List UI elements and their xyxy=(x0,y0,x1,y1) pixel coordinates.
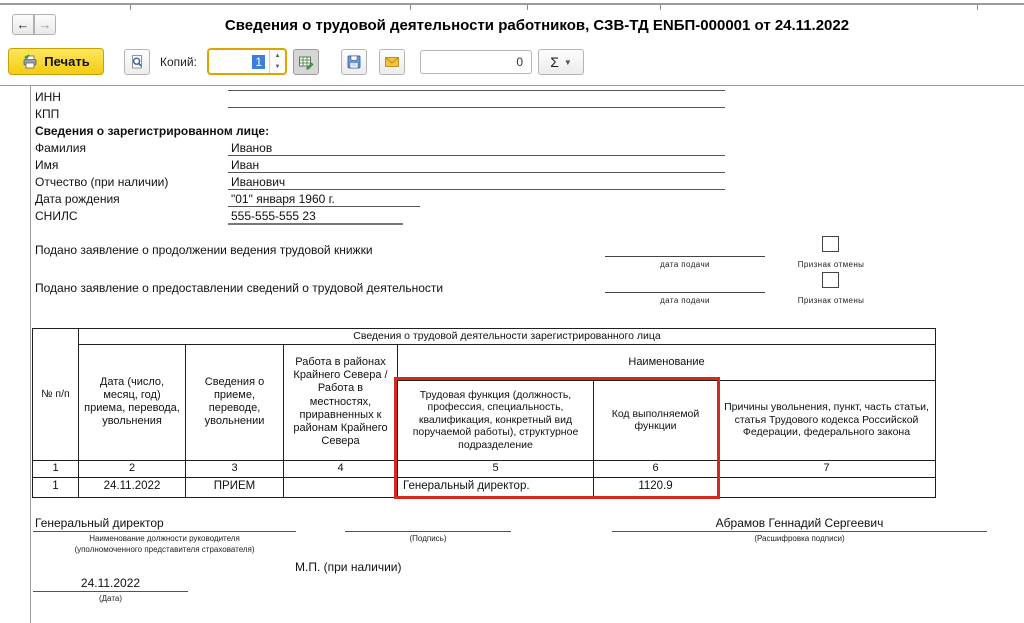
ruler-tick xyxy=(977,5,978,10)
statement-digital-text: Подано заявление о предоставлении сведений о трудовой деятельности xyxy=(35,281,444,295)
name-group-header: Наименование xyxy=(398,344,936,380)
printer-icon xyxy=(22,54,38,70)
copies-value-field[interactable] xyxy=(209,50,269,73)
signature-date-line xyxy=(33,591,188,592)
snils-value: 555-555-555 23 xyxy=(228,209,403,225)
statement-workbook-text: Подано заявление о продолжении ведения трудовой книжки xyxy=(35,243,373,257)
col-number: 5 xyxy=(398,460,594,477)
cell-function: Генеральный директор. xyxy=(398,477,594,497)
signer-position-value: Генеральный директор xyxy=(35,516,164,530)
kpp-label: КПП xyxy=(35,107,60,121)
col-header-code: Код выполняемой функции xyxy=(594,380,718,460)
sum-dropdown-button[interactable] xyxy=(538,49,584,75)
statement-workbook-cancel-checkbox xyxy=(822,236,839,252)
lastname-value: Иванов xyxy=(228,141,725,156)
stamp-note: М.П. (при наличии) xyxy=(295,560,402,574)
sheet-left-border xyxy=(30,85,31,623)
table-group-header: Сведения о трудовой деятельности зарегистрированного лица xyxy=(79,329,936,345)
col-number: 1 xyxy=(33,460,79,477)
table-settings-button[interactable] xyxy=(293,49,319,75)
back-arrow-icon: ← xyxy=(16,17,30,32)
print-button[interactable] xyxy=(8,48,104,75)
table-row xyxy=(33,477,936,497)
col-number: 2 xyxy=(79,460,186,477)
statement-digital-date-line xyxy=(605,279,765,293)
save-button[interactable] xyxy=(341,49,367,75)
firstname-value: Иван xyxy=(228,158,725,173)
signer-name-value: Абрамов Геннадий Сергеевич xyxy=(715,516,884,530)
col-number: 6 xyxy=(594,460,718,477)
copies-spinner[interactable] xyxy=(207,48,287,75)
cell-north xyxy=(284,477,398,497)
firstname-label: Имя xyxy=(35,158,59,172)
signature-date-caption: (Дата) xyxy=(98,594,123,603)
birthdate-label: Дата рождения xyxy=(35,192,120,206)
cell-date: 24.11.2022 xyxy=(79,477,186,497)
statement-workbook-date-caption: дата подачи xyxy=(660,260,710,269)
signature-line xyxy=(345,531,511,532)
forward-button[interactable] xyxy=(34,14,56,35)
statement-workbook-cancel-caption: Признак отмены xyxy=(797,260,865,269)
col-header-row-number: № п/п xyxy=(33,329,79,461)
pages-count-field[interactable] xyxy=(420,50,532,74)
statement-digital-date-caption: дата подачи xyxy=(660,296,710,305)
birthdate-value: "01" января 1960 г. xyxy=(228,192,420,207)
ruler-tick xyxy=(527,5,528,10)
save-floppy-icon xyxy=(346,54,362,70)
signer-position-caption: Наименование должности руководителя xyxy=(89,534,240,543)
send-email-button[interactable] xyxy=(379,49,405,75)
signer-name-caption: (Расшифровка подписи) xyxy=(754,534,845,543)
col-header-dismissal: Причины увольнения, пункт, часть статьи, статья Трудового кодекса Российской Федерации, федерального закона xyxy=(718,380,936,460)
copies-label: Копий: xyxy=(160,55,197,69)
kpp-value-line xyxy=(228,107,725,108)
statement-digital-cancel-checkbox xyxy=(822,272,839,288)
print-button-label: Печать xyxy=(44,54,90,69)
ruler-tick xyxy=(130,5,131,10)
window-top-divider xyxy=(0,3,1024,5)
person-section-header: Сведения о зарегистрированном лице: xyxy=(35,124,270,138)
inn-label: ИНН xyxy=(35,90,61,104)
cell-dismissal xyxy=(718,477,936,497)
pages-count-value: 0 xyxy=(516,55,523,69)
sigma-icon: Σ xyxy=(550,54,559,70)
col-number: 7 xyxy=(718,460,936,477)
envelope-icon xyxy=(384,54,400,70)
statement-digital-cancel-caption: Признак отмены xyxy=(797,296,865,305)
statement-workbook-date-line xyxy=(605,243,765,257)
page-title: Сведения о трудовой деятельности работников, СЗВ-ТД ENБП-000001 от 24.11.2022 xyxy=(224,17,850,34)
labor-activity-table xyxy=(32,328,936,498)
cell-code: 1120.9 xyxy=(594,477,718,497)
signer-position-caption2: (уполномоченного представителя страхователя) xyxy=(74,545,255,554)
chevron-down-icon: ▼ xyxy=(563,57,572,67)
print-preview-button[interactable] xyxy=(124,49,150,75)
column-numbers-row xyxy=(33,460,936,477)
copies-value: 1 xyxy=(252,55,265,69)
col-header-function: Трудовая функция (должность, профессия, специальность, квалификация, конкретный вид поручаемой работы), структурное подразделение xyxy=(398,380,594,460)
snils-label: СНИЛС xyxy=(35,209,78,223)
cell-row-number: 1 xyxy=(33,477,79,497)
middlename-label: Отчество (при наличии) xyxy=(35,175,169,189)
col-header-north: Работа в районах Крайнего Севера / Работа в местностях, приравненных к районам Крайнего Севера xyxy=(284,344,398,460)
print-preview-icon xyxy=(129,54,145,70)
signature-date-value: 24.11.2022 xyxy=(80,576,141,590)
print-toolbar xyxy=(0,44,1024,82)
spin-down-icon[interactable]: ▼ xyxy=(274,64,281,71)
inn-value-line xyxy=(228,90,725,91)
col-header-date: Дата (число, месяц, год) приема, перевода, увольнения xyxy=(79,344,186,460)
table-edit-icon xyxy=(298,54,314,70)
ruler-tick xyxy=(410,5,411,10)
spin-up-icon[interactable]: ▲ xyxy=(274,52,281,59)
lastname-label: Фамилия xyxy=(35,141,86,155)
signer-name-line xyxy=(612,531,987,532)
cell-event: ПРИЕМ xyxy=(186,477,284,497)
col-header-event: Сведения о приеме, переводе, увольнении xyxy=(186,344,284,460)
col-number: 3 xyxy=(186,460,284,477)
back-button[interactable] xyxy=(12,14,34,35)
col-number: 4 xyxy=(284,460,398,477)
forward-arrow-icon: → xyxy=(38,17,52,32)
ruler-tick xyxy=(660,5,661,10)
sheet-top-border xyxy=(0,85,1024,86)
middlename-value: Иванович xyxy=(228,175,725,190)
signature-caption: (Подпись) xyxy=(409,534,447,543)
signer-position-line xyxy=(33,531,296,532)
